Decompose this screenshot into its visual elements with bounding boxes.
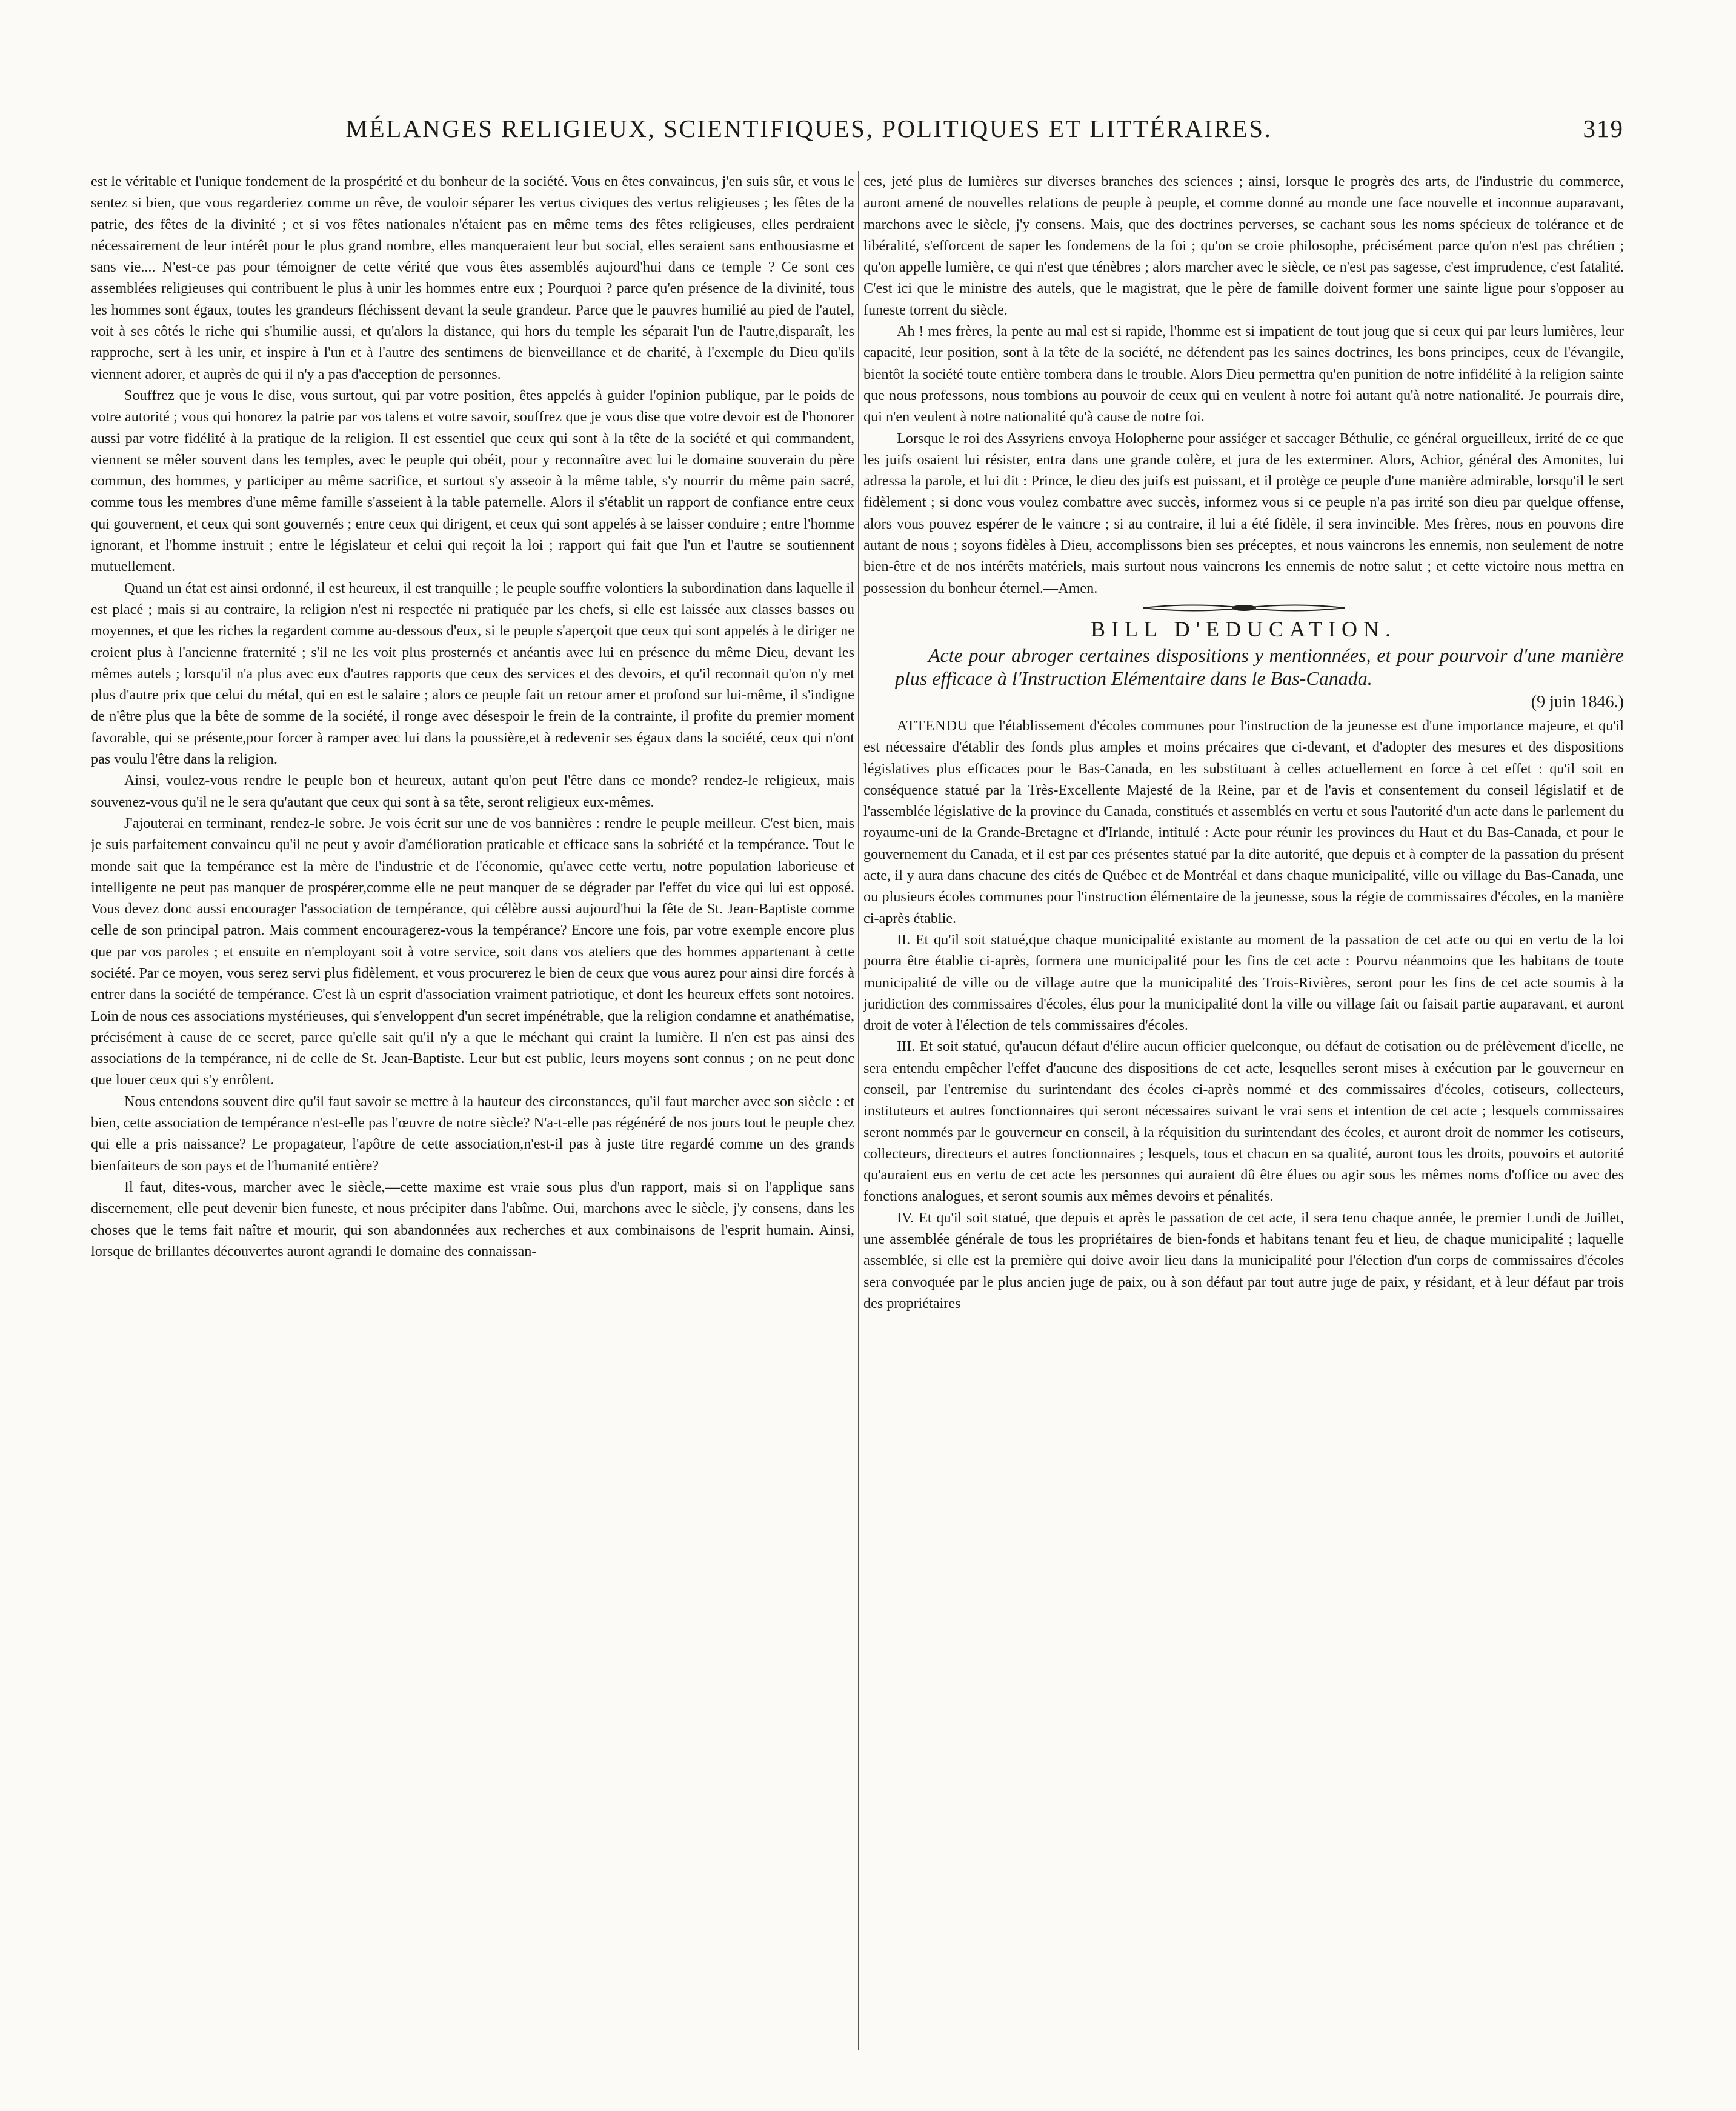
running-header [91,114,1624,150]
body-paragraph: Il faut, dites-vous, marcher avec le siècle,—cette maxime est vraie sous plus d'un rapport, mais si on l'applique sans discernement, elle peut devenir bien funeste, et nous précipiter dans l'abîme. Oui, marchons avec le siècle, j'y consens, dans les choses que le tems fait naître et mourir, qui son abandonnées aux recherches et aux combinaisons de l'esprit humain. Ainsi, lorsque de brillantes découvertes auront agrandi le domaine des connaissan- [91,1178,854,1259]
running-title: MÉLANGES RELIGIEUX, SCIENTIFIQUES, POLITIQUES ET LITTÉRAIRES. [345,115,1272,142]
body-paragraph: Quand un état est ainsi ordonné, il est heureux, il est tranquille ; le peuple souffre volontiers la subordination dans laquelle il est placé ; mais si au contraire, la religion n'est ni respectée ni pratiquée par les chefs, si elle est laissée aux classes basses ou moyennes, et que les riches la regardent comme au-dessous d'eux, si le peuple s'aperçoit que ceux qui sont appelés à le diriger ne croient plus à l'ancienne fraternité ; s'il ne les voit plus prosternés et anéantis avec lui en présence du même Dieu, devant les mêmes autels ; lorsqu'il n'a plus avec eux d'autres rapports que ceux des services et des devoirs, et qu'il reconnait qu'on n'y met plus d'autre prix que celui du métal, qui en est le salaire ; alors ce peuple fait un retour amer et profond sur lui-même, il s'indigne de n'être plus que la bête de somme de la société, il ronge avec désespoir le frein de la contrainte, il profite du premier moment favorable, qui se présente,pour forcer à ramper avec lui dans la poussière,et à redevenir ses égaux dans la société, ceux qui n'ont pas voulu l'être dans la religion. [91,579,854,768]
body-paragraph: J'ajouterai en terminant, rendez-le sobre. Je vois écrit sur une de vos bannières : rendre le peuple meilleur. C'est bien, mais je suis parfaitement convaincu qu'il ne peut y avoir d'amélioration praticable et efficace sans la sobriété et la tempérance. Tout le monde sait que la tempérance est la mère de l'industrie et de l'économie, qu'avec cette vertu, notre population laborieuse et intelligente ne peut pas manquer de prospérer,comme elle ne peut manquer de se dégrader par l'effet du vice qui lui est opposé. Vous devez donc aussi encourager l'association de tempérance, qui célèbre aussi aujourd'hui la fête de St. Jean-Baptiste comme celle de son principal patron. Mais comment encouragerez-vous la tempérance? Encore une fois, par votre exemple encore plus que par vos paroles ; et ensuite en n'employant soit à votre service, soit dans vos ateliers que des hommes appartenant à cette société. Par ce moyen, vous serez servi plus fidèlement, et vous procurerez le bien de ceux que vous aurez pour ainsi dire forcés à entrer dans la société de tempérance. C'est là un esprit d'association vraiment patriotique, et dont les heureux effets sont notoires. Loin de nous ces associations mystérieuses, qui s'enveloppent d'un secret impénétrable, que la religion condamne et anathématise, précisément à cause de ce secret, parce qu'elle sait qu'il n'y a que le méchant qui craint la lumière. Il n'en est pas ainsi des associations de la tempérance, ni de celle de St. Jean-Baptiste. Leur but est public, leurs moyens sont connus ; on ne peut donc que louer ceux qui s'y enrôlent. [91,815,854,1089]
body-paragraph: Ainsi, voulez-vous rendre le peuple bon et heureux, autant qu'on peut l'être dans ce monde? rendez-le religieux, mais souvenez-vous qu'il ne le sera qu'autant que ceux qui sont à sa tête, seront religieux eux-mêmes. [91,772,854,810]
body-paragraph: est le véritable et l'unique fondement de la prospérité et du bonheur de la société. Vous en êtes convaincus, j'en suis sûr, et vous le sentez si bien, que vous regarderiez comme un rêve, de vouloir séparer les vertus civiques des vertus religieuses ; les fêtes de la patrie, des fêtes de la divinité ; et si vos fêtes nationales n'étaient pas en même tems des fêtes religieuses, elles perdraient nécessairement de leur intérêt pour le plus grand nombre, elles manqueraient leur but social, elles seraient sans enthousiasme et sans vie.... N'est-ce pas pour témoigner de cette vérité que vous êtes assemblés aujourd'hui dans ce temple ? Ce sont ces assemblées religieuses qui contribuent le plus à unir les hommes entre eux ; Pourquoi ? parce qu'en présence de la divinité, tous les hommes sont égaux, toutes les grandeurs fléchissent devant la seule grandeur. Parce que le pauvres humilié au pied de l'autel, voit à ses côtés le riche qui s'humilie aussi, et qu'alors la distance, qui hors du temple les séparait l'un de l'autre,disparaît, les rapproche, sert à les unir, et inspire à l'un et à l'autre des sentimens de bienveillance et de charité, à l'exemple du Dieu qu'ils viennent adorer, et auprès de qui il n'y a pas d'acception de personnes. [91,173,854,382]
body-paragraph: Nous entendons souvent dire qu'il faut savoir se mettre à la hauteur des circonstances, qu'il faut marcher avec son siècle : et bien, cette association de tempérance n'est-elle pas l'œuvre de notre siècle? N'a-t-elle pas régénéré de nos jours tout le peuple chez qui elle a pris naissance? Le propagateur, l'apôtre de cette association,n'est-il pas à juste titre regardé comme un des grands bienfaiteurs de son pays et de l'humanité entière? [91,1093,854,1174]
bill-preamble [863,715,1624,929]
right-column [863,171,1624,2080]
left-column [91,171,854,2080]
column-divider [858,171,859,2050]
bill-article: III. Et soit statué, qu'aucun défaut d'élire aucun officier quelconque, ou défaut de cotisation ou de prélèvement d'icelle, ne sera entendu empêcher l'effet d'aucune des dispositions de cet acte, lesquelles seront mises à exécution par le gouverneur en conseil, par l'entremise du surintendant des écoles ci-après nommé et des commissaires d'écoles, cotiseurs, collecteurs, instituteurs et autres fonctionnaires qui seront nécessaires suivant le vrai sens et intention de cet acte ; lesquels commissaires seront nommés par le gouverneur en conseil, à la réquisition du surintendant des écoles, et auront droit de nommer les cotiseurs, collecteurs, directeurs et autres fonctionnaires ; lesquels, tous et chacun en sa qualité, auront tous les droits, pouvoirs et autorité qu'auraient eus en vertu de cet acte les personnes qui auraient dû être élues ou agir sous les mêmes noms d'office ou avec des fonctions analogues, et seront soumis aux mêmes devoirs et pénalités. [863,1038,1624,1205]
bill-article: II. Et qu'il soit statué,que chaque municipalité existante au moment de la passation de cet acte ou qui en vertu de la loi pourra être établie ci-après, formera une municipalité pour les fins de cet acte : Pourvu néanmoins que les habitans de toute municipalité de ville ou de village autre que la municipalité des Trois-Rivières, seront pour les fins de cet acte soumis à la juridiction des commissaires d'écoles, élus pour la municipalité dont la ville ou village fait ou faisait partie auparavant, et auront droit de voter à l'élection de tels commissaires d'écoles. [863,931,1624,1034]
page-number: 319 [1583,115,1624,142]
body-paragraph: Ah ! mes frères, la pente au mal est si rapide, l'homme est si impatient de tout joug que si ceux qui par leurs lumières, leur capacité, leur position, sont à la tête de la société, ne défendent pas les saines doctrines, les bons principes, ceux de l'évangile, bientôt la société toute entière tombera dans le trouble. Alors Dieu permettra qu'en punition de notre infidélité à la religion sainte que nous professons, nous tombions au pouvoir de ceux qui en veulent à notre foi autant qu'à notre nationalité. Je pourrais dire, qui n'en veulent à notre nationalité qu'à cause de notre foi. [863,323,1624,425]
bill-article: IV. Et qu'il soit statué, que depuis et après le passation de cet acte, il sera tenu chaque année, le premier Lundi de Juillet, une assemblée générale de tous les propriétaires de bien-fonds et habitans tenant feu et lieu, de chaque municipalité ; laquelle assemblée, si elle est la première qui doive avoir lieu dans la municipalité pour l'élection d'un corps de commissaires d'écoles sera convoquée par le plus ancien juge de paix, ou à son défaut par tout autre juge de paix, y résidant, et à leur défaut par trois des propriétaires [863,1209,1624,1312]
bill-preamble-text: que l'établissement d'écoles communes pour l'instruction de la jeunesse est d'une importance majeure, et qu'il est nécessaire d'établir des fonds plus amples et moins précaires que ci-devant, et d'adopter des mesures et des dispositions législatives plus efficaces pour le Bas-Canada, en les substituant à celles actuellement en force à cet effet : qu'il soit en conséquence statué par la Très-Excellente Majesté de la Reine, par et de l'avis et consentement du conseil législatif et de l'assemblée législative de la province du Canada, constitués et assemblés en vertu et sous l'autorité d'un acte dans le parlement du royaume-uni de la Grande-Bretagne et d'Irlande, intitulé : Acte pour réunir les provinces du Haut et du Bas-Canada, et pour le gouvernement du Canada, et il est par ces présentes statué par la dite autorité, que depuis et à compter de la passation du présent acte, il y aura dans chacune des cités de Québec et de Montréal et dans chaque municipalité, ville ou village du Bas-Canada, une ou plusieurs écoles communes pour l'instruction élémentaire de la jeunesse, sous la régie de commissaires d'écoles, en la manière ci-après établie. [863,717,1624,927]
body-paragraph: Souffrez que je vous le dise, vous surtout, qui par votre position, êtes appelés à guider l'opinion publique, par le poids de votre autorité ; vous qui honorez la patrie par vos talens et votre savoir, souffrez que je vous dise que votre devoir est de l'honorer aussi par votre fidélité à la pratique de la religion. Il est essentiel que ceux qui sont à la tête de la société et qui commandent, viennent se mêler souvent dans les temples, avec le peuple qui obéit, pour y reconnaître avec lui le domaine souverain du père commun, des hommes, y participer au même sacrifice, et surtout s'y asseoir à la même table, s'y nourrir du même pain sacré, comme tous les membres d'une même famille s'asseient à la table paternelle. Alors il s'établit un rapport de confiance entre ceux qui gouvernent, et ceux qui sont gouvernés ; entre ceux qui dirigent, et ceux qui sont appelés à se laisser conduire ; entre l'homme ignorant, et l'homme instruit ; entre le législateur et celui qui reçoit la loi ; rapport qui fait que l'un et l'autre se soutiennent mutuellement. [91,387,854,575]
bill-date: (9 juin 1846.) [1531,692,1624,712]
section-divider-ornament [1141,601,1347,615]
body-paragraph: Lorsque le roi des Assyriens envoya Holopherne pour assiéger et saccager Béthulie, ce général orgueilleux, irrité de ce que les juifs osaient lui résister, entra dans une grande colère, et jura de les exterminer. Alors, Achior, général des Amonites, lui adressa la parole, et lui dit : Prince, le dieu des juifs est puissant, et il protège ce peuple d'une manière admirable, lorsqu'il le sert fidèlement ; si donc vous voulez combattre avec succès, informez vous si ce peuple n'a pas irrité son dieu par quelque offense, alors vous pouvez espérer de le vaincre ; si au contraire, il lui a été fidèle, il sera invincible. Mes frères, nous en pouvons dire autant de nous ; soyons fidèles à Dieu, accomplissons bien ses préceptes, et nous vaincrons les ennemis, non seulement de notre bien-être et de nos intérêts matériels, mais surtout nous vaincrons les ennemis de notre salut ; et cette victoire nous mettra en possession du bonheur éternel.—Amen. [863,430,1624,596]
bill-subtitle: Acte pour abroger certaines dispositions y mentionnées, et pour pourvoir d'une manière plus efficace à l'Instruction Elémentaire dans le Bas-Canada. [895,644,1624,689]
section-heading: BILL D'EDUCATION. [1090,616,1397,641]
body-paragraph: ces, jeté plus de lumières sur diverses branches des sciences ; ainsi, lorsque le progrès des arts, de l'industrie du commerce, auront amené de nouvelles relations de peuple à peuple, et comme donné au monde une face nouvelle et inconnue auparavant, marchons avec le siècle, j'y consens. Mais, que des doctrines perverses, se cachant sous les noms spécieux de tolérance et de libéralité, s'efforcent de saper les fondemens de la foi ; qu'on se croie philosophe, précisément parce qu'on n'est pas chrétien ; qu'on appelle lumière, ce qui n'est que ténèbres ; alors marcher avec le siècle, ce n'est pas sagesse, c'est imprudence, c'est fatalité. C'est ici que le ministre des autels, que le magistrat, que le père de famille doivent former une sainte ligue pour s'opposer au funeste torrent du siècle. [863,173,1624,318]
bill-lead-word: ATTENDU [897,717,969,734]
